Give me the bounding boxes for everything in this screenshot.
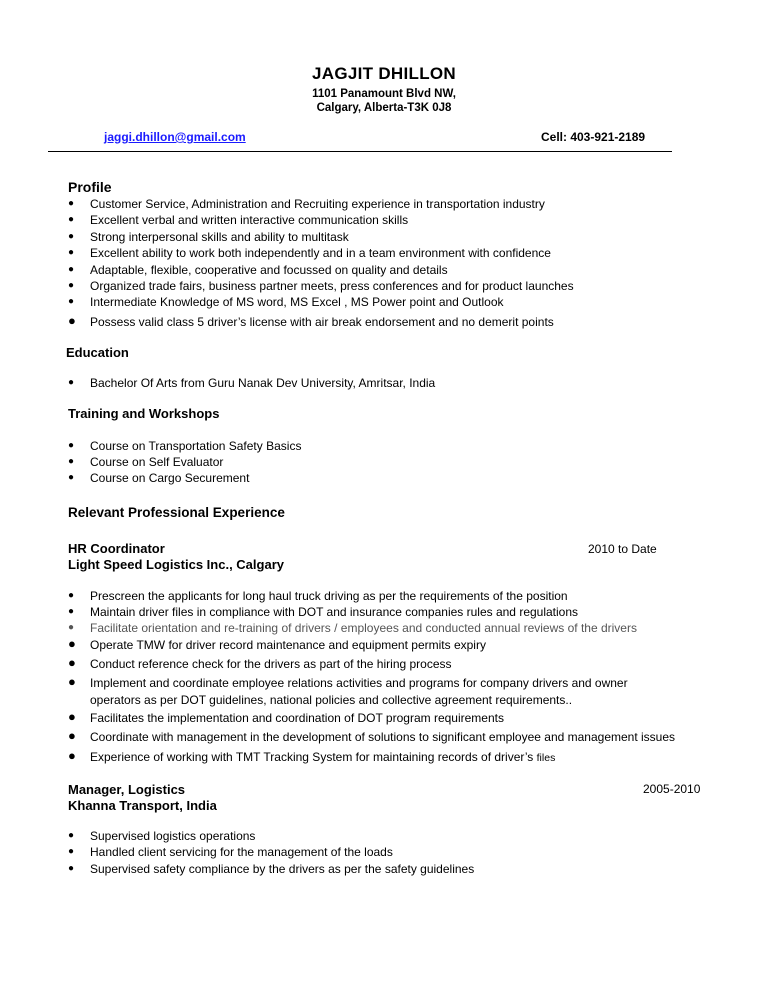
job-title: HR Coordinator [68,541,165,556]
address-line-2: Calgary, Alberta-T3K 0J8 [316,102,452,114]
bullet-icon: ● [68,280,75,291]
education-heading: Education [66,345,129,360]
profile-heading: Profile [68,179,112,195]
bullet-icon: ● [68,456,75,467]
bullet-icon: ● [68,636,76,651]
header-divider [48,151,672,152]
training-heading: Training and Workshops [68,406,220,421]
bullet-icon: ● [68,296,75,307]
resume-page: JAGJIT DHILLON 1101 Panamount Blvd NW, Calgary, Alberta-T3K 0J8 jaggi.dhillon@gmail.com Cell: 403-921-2189 Profile ● Customer Service, Administration and Recruiting experience in transportation industry ● Excellent verbal and written interactive communication skills ● Strong interpersonal skills and ability to multitask ● Excellent ability to work both independently and in a team environment with confidence ● Adaptable, flexible, cooperative and focussed on quality and details ● Organized trade fairs, business partner meets, press conferences and for product launches ● Intermediate Knowledge of MS word, MS Excel , MS Power point and Outlook ● Possess valid class 5 driver’s license with air break endorsement and no demerit points Education ● Bachelor Of Arts from Guru Nanak Dev University, Amritsar, India Training and Workshops ● Course on Transportation Safety Basics ● Course on Self Evaluator ● Course on Cargo Securement Relevant Professional Experience HR Coordinator 2010 to Date Light Speed Logistics Inc., Calgary ● Prescreen the applicants for long haul truck driving as per the requirements of the position ● Maintain driver files in compliance with DOT and insurance companies rules and regulations ● Facilitate orientation and re-training of drivers / employees and conducted annual reviews of the drivers ● Operate TMW for driver record maintenance and equipment permits expiry ● Conduct reference check for the drivers as part of the hiring process ● Implement and coordinate employee relations activities and programs for company drivers and owner operators as per DOT guidelines, national policies and collective agreement requirements.. ● Facilitates the implementation and coordination of DOT program requirements ● Coordinate with management in the development of solutions to significant employee and management issues ● Experience of working with TMT Tracking System for maintaining records of driver’s files Manager, Logistics 2005-2010 Khanna Transport, India ● Supervised logistics operations ● Handled client servicing for the management of the loads ● Supervised safety compliance by the drivers as per the safety guidelines [0,0,768,994]
bullet-icon: ● [68,214,75,225]
bullet-icon: ● [68,728,76,743]
bullet-icon: ● [68,674,76,689]
cell-phone: Cell: 403-921-2189 [541,130,646,144]
address-line-1: 1101 Panamount Blvd NW, [312,88,456,100]
bullet-icon: ● [68,377,75,388]
bullet-icon: ● [68,748,76,763]
bullet-icon: ● [68,264,75,275]
job-title: Manager, Logistics [68,782,186,797]
bullet-icon: ● [68,472,75,483]
job-dates: 2005-2010 [643,782,701,796]
bullet-icon: ● [68,830,75,841]
candidate-name: JAGJIT DHILLON [312,64,456,83]
bullet-icon: ● [68,863,75,874]
bullet-icon: ● [68,846,75,857]
bullet-icon: ● [68,606,75,617]
bullet-icon: ● [68,622,75,633]
bullet-icon: ● [68,709,76,724]
job-dates: 2010 to Date [588,542,657,556]
email-link[interactable]: jaggi.dhillon@gmail.com [104,130,246,144]
job-company: Khanna Transport, India [68,798,217,813]
bullet-icon: ● [68,247,75,258]
bullet-icon: ● [68,440,75,451]
bullet-icon: ● [68,590,75,601]
bullet-icon: ● [68,313,76,328]
bullet-icon: ● [68,231,75,242]
bullet-icon: ● [68,655,76,670]
bullet-icon: ● [68,198,75,209]
job-company: Light Speed Logistics Inc., Calgary [68,557,284,572]
experience-heading: Relevant Professional Experience [68,505,285,520]
